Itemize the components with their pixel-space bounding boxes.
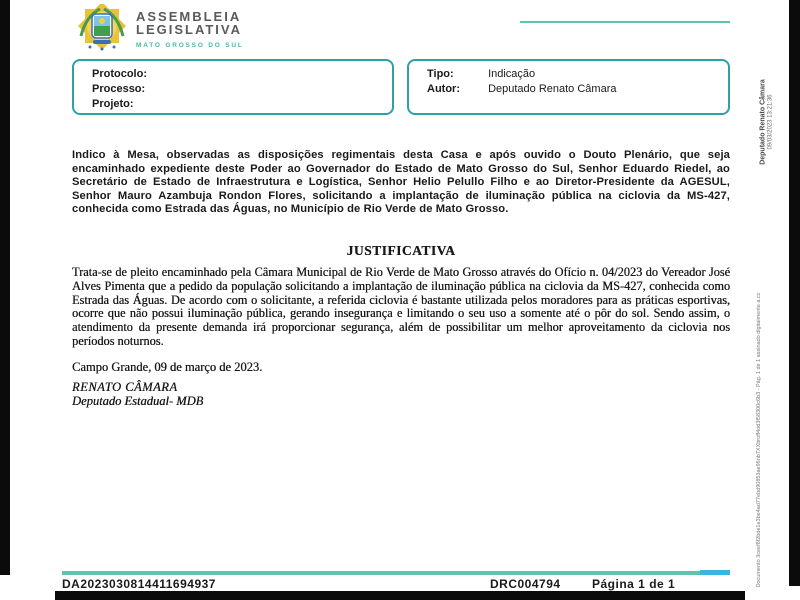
- protocol-field: [92, 67, 392, 82]
- scan-edge-left: [0, 0, 10, 575]
- margin-signer-datetime: 09/03/2023 13:21:36: [767, 94, 774, 150]
- tipo-value: Indicação: [488, 68, 536, 80]
- autor-field: [427, 82, 728, 97]
- header-rule: [520, 21, 730, 23]
- autor-label: Autor:: [427, 83, 460, 95]
- type-author-box: [407, 59, 730, 115]
- justification-paragraph: Trata-se de pleito encaminhado pela Câmara Municipal de Rio Verde de Mato Grosso através do Ofício n. 04/2023 do Vereador José Alves Pimenta que a pedido da população solicitando a implantação de iluminação pública na ciclovia da MS-427, conhecida como Estrada das Águas. De acordo com o solicitante, a referida ciclovia é bastante utilizada pelos moradores para as práticas esportivas, ocorre que não possui iluminação pública, gerando insegurança e limitando o seu uso a somente até o pôr do sol. Sendo assim, o atendimento da presente demanda irá proporcionar segurança, além de possibilitar um melhor aproveitamento da ciclovia nos períodos noturnos.: [72, 265, 730, 348]
- org-name-line1: ASSEMBLEIA: [136, 9, 242, 24]
- signature-role: Deputado Estadual- MDB: [72, 394, 204, 408]
- scan-edge-right: [789, 0, 800, 586]
- dateline: Campo Grande, 09 de março de 2023.: [72, 360, 263, 374]
- org-name-block: [136, 10, 244, 52]
- footer-ref-code: DRC004794: [490, 577, 561, 591]
- org-subtitle: MATO GROSSO DO SUL: [136, 42, 244, 49]
- margin-signer-name: Deputado Renato Câmara: [759, 79, 767, 165]
- autor-value: Deputado Renato Câmara: [488, 83, 617, 95]
- indication-paragraph: Indico à Mesa, observadas as disposições regimentais desta Casa e após ouvido o Douto Plenário, que seja encaminhado expediente deste Poder ao Governador do Estado de Mato Grosso do Sul, Senhor Eduardo Riedel, ao Secretário de Estado de Infraestrutura e Logística, Senhor Helio Pelullo Filho e ao Diretor-Presidente da AGESUL, Senhor Mauro Azambuja Rondon Flores, solicitando a implantação de iluminação pública na ciclovia da MS-427, conhecida como Estrada das Águas, no Município de Rio Verde de Mato Grosso.: [72, 149, 730, 216]
- margin-verification-text: Documento 3ceef8f2bde1e3be4ad77ebd90853ae96nb7XXbroff4od3f58300c6b3 - Pág. 1 de 1 assinado digitalmente a.cc: [756, 292, 762, 588]
- protocol-label: Protocolo:: [92, 68, 147, 80]
- justificativa-heading: JUSTIFICATIVA: [346, 243, 456, 258]
- processo-label: Processo:: [92, 83, 146, 95]
- projeto-field: [92, 97, 392, 112]
- protocol-box: [72, 59, 394, 115]
- tipo-field: [427, 67, 728, 82]
- footer-doc-code: DA2023030814411694937: [62, 577, 216, 591]
- scan-edge-bottom: [55, 591, 745, 600]
- footer-rule-cyan: [700, 570, 730, 575]
- footer-rule-teal: [62, 571, 700, 575]
- projeto-label: Projeto:: [92, 98, 134, 110]
- tipo-label: Tipo:: [427, 68, 454, 80]
- coat-of-arms-icon: [74, 4, 130, 54]
- signature-name: RENATO CÂMARA: [72, 380, 178, 394]
- footer-page-indicator: Página 1 de 1: [592, 577, 676, 591]
- org-name-line2: LEGISLATIVA: [136, 22, 243, 37]
- processo-field: [92, 82, 392, 97]
